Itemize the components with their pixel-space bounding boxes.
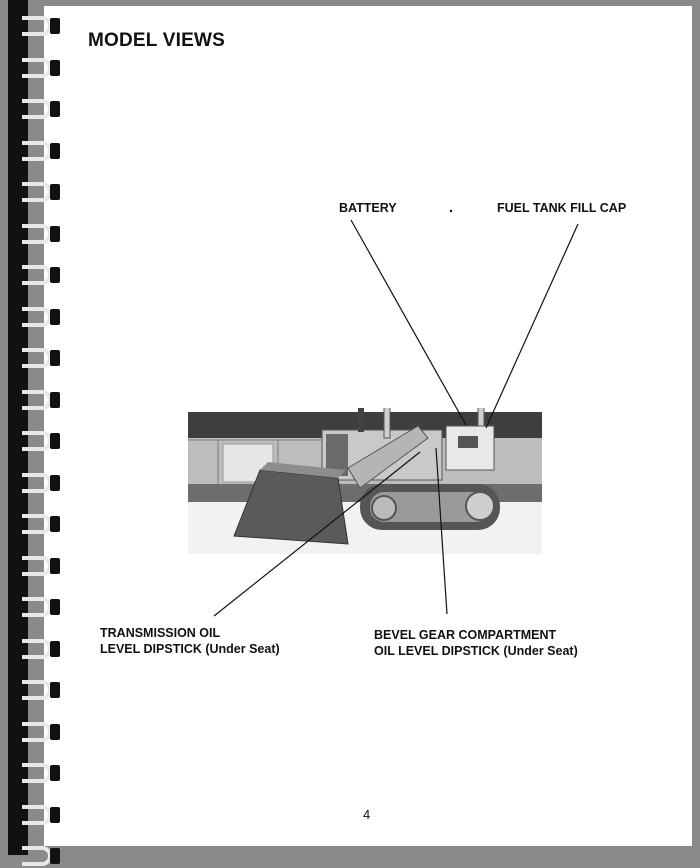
bevel-gear-leader	[436, 448, 447, 614]
fuel-tank-fill-cap-label: FUEL TANK FILL CAP	[497, 201, 627, 215]
page-number: 4	[363, 807, 371, 822]
bevel-gear-line1: BEVEL GEAR COMPARTMENT	[374, 628, 557, 642]
battery-label: BATTERY	[339, 201, 397, 215]
transmission-leader	[214, 452, 420, 616]
fuel-cap-leader	[486, 224, 578, 428]
transmission-oil-line1: TRANSMISSION OIL	[100, 626, 221, 640]
battery-leader	[351, 220, 466, 425]
page-title: MODEL VIEWS	[88, 30, 225, 51]
bevel-gear-line2: OIL LEVEL DIPSTICK (Under Seat)	[374, 644, 578, 658]
speck	[450, 210, 452, 212]
transmission-oil-line2: LEVEL DIPSTICK (Under Seat)	[100, 642, 280, 656]
